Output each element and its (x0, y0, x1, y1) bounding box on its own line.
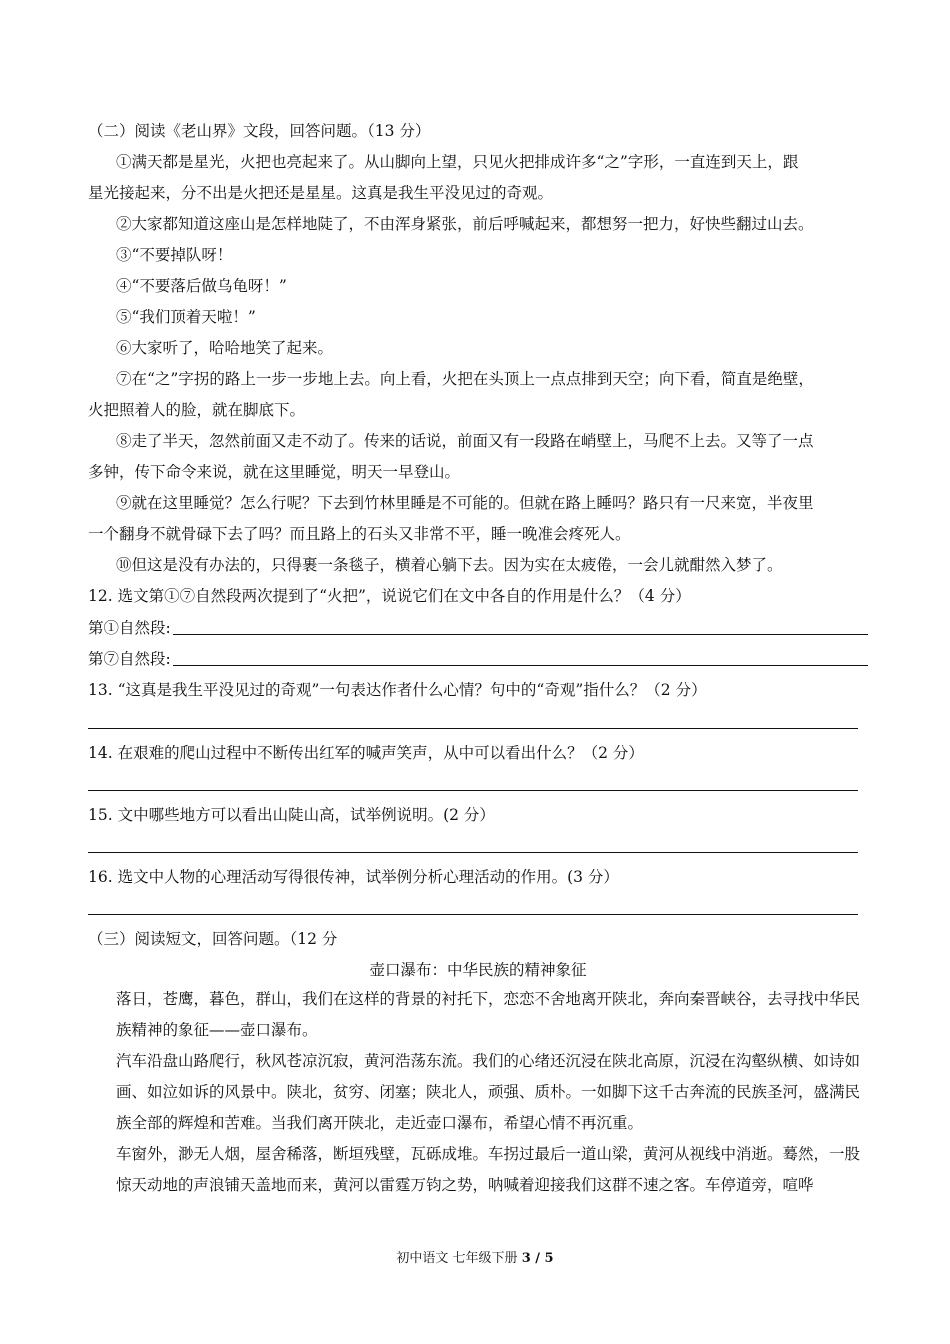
question-12: 12. 选文第①⑦自然段两次提到了“火把”，说说它们在文中各自的作用是什么？（4 分） (88, 587, 691, 605)
q12-answer-blank-2[interactable] (173, 648, 868, 666)
question-14: 14. 在艰难的爬山过程中不断传出红军的喊声笑声，从中可以看出什么？（2 分） (88, 744, 644, 762)
paragraph-7b: 火把照着人的脸，就在脚底下。 (88, 401, 306, 419)
q12-label-2: 第⑦自然段: (88, 650, 171, 668)
section2-heading: （二）阅读《老山界》文段，回答问题。（13 分） (88, 122, 431, 140)
q15-answer-line[interactable] (88, 852, 858, 853)
q16-answer-line[interactable] (88, 914, 858, 915)
section3-heading: （三）阅读短文，回答问题。（12 分 (88, 930, 338, 948)
paragraph-4: ④“不要落后做乌龟呀！” (116, 277, 287, 295)
article-title: 壶口瀑布：中华民族的精神象征 (369, 961, 587, 979)
q14-answer-line[interactable] (88, 790, 858, 791)
q12-label-1: 第①自然段: (88, 619, 171, 637)
paragraph-1a: ①满天都是星光，火把也亮起来了。从山脚向上望，只见火把排成许多“之”字形，一直连到天上，跟 (116, 153, 799, 171)
footer-page-number: 3 / 5 (521, 1251, 554, 1266)
q12-answer-row-1 (88, 617, 868, 639)
article-paragraph-2: 汽车沿盘山路爬行，秋风苍凉沉寂，黄河浩荡东流。我们的心绪还沉浸在陕北高原，沉浸在沟壑纵横、如诗如画、如泣如诉的风景中。陕北，贫穷、闭塞；陕北人，顽强、质朴。一如脚下这千古奔流的民族圣河，盛满民族全部的辉煌和苦难。当我们离开陕北，走近壶口瀑布，希望心情不再沉重。 (116, 1052, 861, 1132)
q13-answer-line[interactable] (88, 728, 858, 729)
q12-answer-blank-1[interactable] (173, 617, 868, 635)
q12-answer-row-2 (88, 648, 868, 670)
paragraph-1b: 星光接起来，分不出是火把还是星星。这真是我生平没见过的奇观。 (88, 184, 554, 202)
paragraph-5: ⑤“我们顶着天啦！” (116, 308, 256, 326)
article-paragraph-3: 车窗外，渺无人烟，屋舍稀落，断垣残壁，瓦砾成堆。车拐过最后一道山梁，黄河从视线中消逝。蓦然，一股惊天动地的声浪铺天盖地而来，黄河以雷霆万钧之势，呐喊着迎接我们这群不速之客。车停道旁，喧哗 (116, 1145, 861, 1194)
paragraph-6: ⑥大家听了，哈哈地笑了起来。 (116, 339, 334, 357)
paragraph-8b: 多钟，传下命令来说，就在这里睡觉，明天一早登山。 (88, 463, 461, 481)
paragraph-7a: ⑦在“之”字拐的路上一步一步地上去。向上看，火把在头顶上一点点排到天空；向下看，简直是绝壁， (116, 370, 814, 388)
question-13: 13. “这真是我生平没见过的奇观”一句表达作者什么心情？句中的“奇观”指什么？（2 分） (88, 681, 707, 699)
question-16: 16. 选文中人物的心理活动写得很传神，试举例分析心理活动的作用。(3 分） (88, 868, 619, 886)
footer-subject: 初中语文 七年级下册 (396, 1251, 522, 1266)
paragraph-9b: 一个翻身不就骨碌下去了吗？而且路上的石头又非常不平，睡一晚准会疼死人。 (88, 525, 631, 543)
paragraph-2: ②大家都知道这座山是怎样地陡了，不由浑身紧张，前后呼喊起来，都想努一把力，好快些翻过山去。 (116, 215, 814, 233)
paragraph-3: ③“不要掉队呀！ (116, 246, 233, 264)
paragraph-10: ⑩但这是没有办法的，只得裹一条毯子，横着心躺下去。因为实在太疲倦，一会儿就酣然入梦了。 (116, 556, 783, 574)
paragraph-9a: ⑨就在这里睡觉？怎么行呢？下去到竹林里睡是不可能的。但就在路上睡吗？路只有一尺来宽，半夜里 (116, 494, 814, 512)
paragraph-8a: ⑧走了半天，忽然前面又走不动了。传来的话说，前面又有一段路在峭壁上，马爬不上去。又等了一点 (116, 432, 814, 450)
question-15: 15. 文中哪些地方可以看出山陡山高，试举例说明。(2 分） (88, 806, 495, 824)
page-footer (0, 1247, 950, 1266)
article-paragraph-1: 落日，苍鹰，暮色，群山，我们在这样的背景的衬托下，恋恋不舍地离开陕北，奔向秦晋峡谷，去寻找中华民族精神的象征——壶口瀑布。 (116, 990, 861, 1039)
